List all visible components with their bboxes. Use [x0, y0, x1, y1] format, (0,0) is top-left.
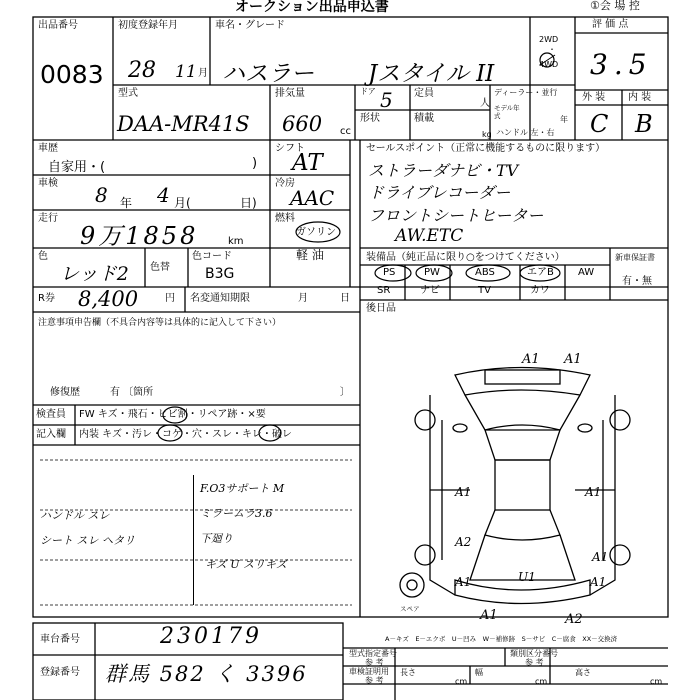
registration-month: 11 [175, 62, 197, 82]
note-bracket [193, 475, 195, 605]
plate-value: 群馬 582 く 3396 [105, 662, 308, 686]
copy-label: ①会 場 控 [590, 0, 640, 12]
sales-point-2: ドライブレコーダー [368, 183, 511, 202]
color-value: レッド2 [60, 263, 129, 285]
year-unit: 年 [560, 115, 568, 124]
vehicle-name: ハスラー [222, 61, 314, 87]
damage-mark: A1 [522, 352, 540, 367]
equip-aw: AW [578, 267, 595, 278]
interior-label: 内 装 [628, 92, 652, 103]
mileage-unit: km [228, 236, 244, 247]
equip-abs: ABS [475, 267, 495, 278]
registration-month-unit: 月 [198, 68, 208, 79]
model-year-label: モデル年式 [494, 104, 520, 120]
history-close: ) [252, 156, 258, 171]
damage-mark: A2 [565, 612, 583, 627]
note-right-3: 下廻り [200, 532, 233, 545]
grade-label: 評 価 点 [592, 19, 629, 30]
registration-year: 28 [128, 58, 156, 83]
class-number-ref: 参 考 [525, 658, 544, 667]
inspection-year: 8 [95, 183, 108, 207]
load-label: 積載 [414, 113, 434, 124]
caution-label: 注意事項申告欄（不具合内容等は具体的に記入して下さい） [38, 318, 282, 328]
inspector-label: 検査員 [36, 409, 66, 420]
fuel-diesel: 軽 油 [296, 248, 324, 262]
damage-mark: A1 [455, 575, 472, 589]
drive-dot: ・ [548, 45, 556, 54]
inspector-row-interior: 内装 キズ・汚レ・コゲ・穴・スレ・キレ・破レ [79, 429, 292, 440]
equip-ps: PS [383, 267, 396, 278]
recycle-label: R券 [38, 293, 55, 304]
certificate-label: 車検証明用 [349, 667, 389, 676]
shift-value: AT [292, 150, 323, 176]
equip-leather: カワ [530, 285, 550, 296]
sales-point-1: ストラーダナビ・TV [368, 161, 519, 180]
registration-label: 初度登録年月 [118, 20, 178, 31]
chassis-value: 230179 [160, 624, 262, 649]
recycle-yen: 円 [165, 293, 175, 304]
exterior-grade: C [590, 110, 609, 138]
fuel-gasoline: ガソリン [296, 227, 336, 238]
name-change-month: 月 [298, 293, 308, 304]
equipment-label: 装備品（純正品に限り○をつけてください） [366, 252, 565, 263]
warranty-value: 有・無 [622, 276, 652, 287]
vehicle-name-label: 車名・グレード [215, 20, 285, 31]
exterior-label: 外 装 [582, 92, 606, 103]
type-approval-label: 型式指定番号 [349, 649, 397, 658]
repair-history-close: 〕 [340, 387, 350, 398]
color-code-label: 色コード [192, 251, 232, 262]
damage-mark: A1 [455, 485, 472, 499]
recycle-value: 8,400 [78, 287, 139, 311]
warranty-label: 新車保証書 [615, 253, 655, 262]
drive-2wd: 2WD [539, 35, 559, 44]
displacement-value: 660 [282, 112, 323, 136]
note-right-2: ミラームラ3.6 [200, 507, 273, 520]
damage-mark: A1 [590, 575, 607, 589]
entry-label: 記入欄 [36, 429, 66, 440]
inspection-day-unit: 日) [240, 196, 257, 210]
person-unit: 人 [480, 98, 490, 109]
inspection-month: 4 [157, 183, 170, 207]
grade-score: 3.5 [590, 48, 653, 81]
displacement-label: 排気量 [275, 88, 305, 99]
shift-label: シフト [275, 143, 305, 154]
inspector-row-exterior: FW キズ・飛石・ヒビ割・リペア跡・×要 [79, 409, 266, 420]
chassis-label: 車台番号 [40, 634, 80, 645]
door-label: ドア [360, 87, 376, 96]
length-label: 長さ [400, 668, 416, 677]
interior-grade: B [635, 110, 653, 138]
damage-mark: A1 [564, 352, 582, 367]
damage-mark: A1 [585, 485, 602, 499]
spare-tire-icon [400, 573, 424, 597]
mileage-value: 9万1858 [80, 222, 199, 250]
height-cm: cm [650, 677, 663, 686]
lot-number-value: 0083 [40, 60, 104, 89]
history-label: 車歴 [38, 143, 58, 154]
door-value: 5 [380, 88, 393, 112]
damage-mark: U1 [518, 570, 536, 584]
shape-label: 形状 [360, 113, 380, 124]
color-label: 色 [38, 251, 48, 262]
inspection-label: 車検 [38, 178, 58, 189]
note-right-4: キズ U スリキズ [205, 558, 287, 571]
damage-legend: A－キズ E－エクボ U－凹み W－補修跡 S－サビ C－腐食 XX－交換済 [385, 635, 618, 643]
color-change-label: 色替 [150, 262, 170, 273]
plate-label: 登録番号 [40, 667, 80, 678]
sales-points-label: セールスポイント（正常に機能するものに限ります） [366, 143, 606, 154]
equip-sr: SR [377, 285, 391, 296]
repair-history-value: 有 〔箇所 [110, 387, 154, 398]
equip-tv: TV [478, 285, 491, 296]
certificate-ref: 参 考 [365, 676, 384, 685]
class-number-label: 類別区分番号 [510, 649, 558, 658]
kg-unit: kg [482, 130, 492, 139]
note-left-2: シート スレ ヘタリ [40, 534, 135, 547]
dealer-label: ディーラー・並行 [494, 88, 558, 97]
capacity-label: 定員 [414, 88, 434, 99]
model-value: DAA-MR41S [117, 112, 250, 136]
sales-point-4: AW.ETC [395, 226, 464, 246]
mileage-label: 走行 [38, 213, 58, 224]
damage-mark: A2 [455, 535, 472, 549]
drive-4wd: 4WD [539, 60, 559, 69]
form-title: オークション出品申込書 [235, 0, 389, 15]
sales-point-3: フロントシートヒーター [368, 206, 544, 225]
lot-number-label: 出品番号 [38, 20, 78, 31]
vehicle-grade: Jスタイル II [368, 61, 495, 87]
damage-mark: A1 [592, 550, 609, 564]
repair-history-label: 修復歴 [50, 387, 80, 398]
height-label: 高さ [575, 668, 591, 677]
equip-pw: PW [424, 267, 440, 278]
history-value: 自家用・( [48, 160, 106, 175]
handle-label: ハンドル 左・右 [496, 128, 555, 137]
damage-mark: A1 [480, 608, 498, 623]
width-label: 幅 [475, 668, 483, 677]
model-label: 型式 [118, 88, 138, 99]
aircon-label: 冷房 [275, 178, 295, 189]
equip-navi: ナビ [420, 285, 440, 296]
aircon-value: AAC [290, 186, 335, 210]
note-right-1: F.O3サポート M [200, 482, 285, 495]
inspection-month-unit: 月( [174, 196, 191, 210]
name-change-day: 日 [340, 293, 350, 304]
fuel-label: 燃料 [275, 213, 295, 224]
equip-airbag: エアB [527, 267, 554, 278]
note-left-1: ハンドル スレ [40, 509, 110, 522]
color-code-value: B3G [205, 266, 235, 282]
type-approval-ref: 参 考 [365, 658, 384, 667]
spare-label: スペア [400, 605, 420, 613]
cc-unit: cc [340, 126, 351, 137]
length-cm: cm [455, 677, 468, 686]
name-change-label: 名変通知期限 [190, 293, 250, 304]
later-items-label: 後日品 [366, 303, 396, 314]
inspection-year-unit: 年 [120, 196, 133, 210]
width-cm: cm [535, 677, 548, 686]
